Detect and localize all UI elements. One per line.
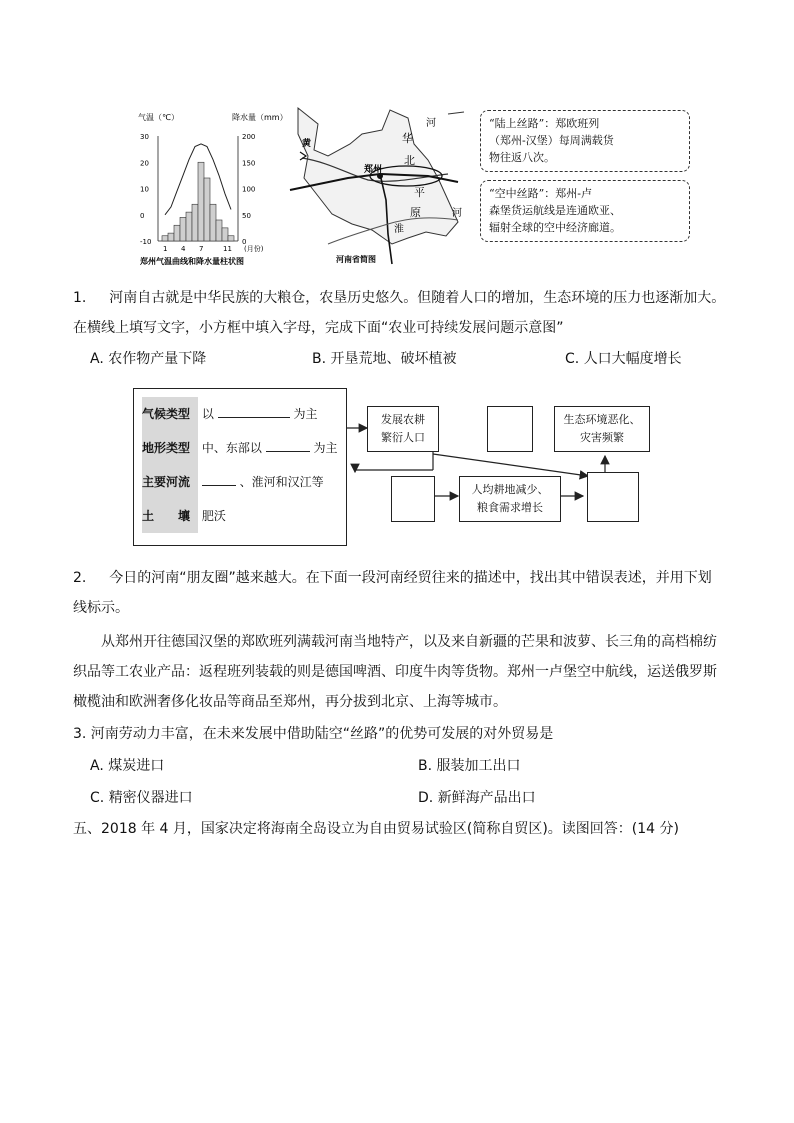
y-right-tick: 100 [242, 185, 256, 194]
callout-land-l3: 物往返八次。 [489, 151, 555, 164]
precip-bar [180, 217, 186, 241]
blank-rivers[interactable] [202, 473, 236, 486]
q1-option-c-letter: C. [565, 351, 580, 367]
q3-option-c-text: 精密仪器进口 [108, 790, 193, 806]
precip-bar [210, 204, 216, 241]
q1-option-b-text: 开垦荒地、破坏植被 [330, 351, 457, 367]
box-eco-l2: 灾害频繁 [580, 431, 624, 444]
precip-bar [228, 236, 234, 241]
map-label-he1: 河 [426, 118, 436, 129]
feature-suffix-climate: 为主 [293, 407, 318, 421]
blank-box-1[interactable] [487, 406, 533, 452]
section5-heading: 五、2018 年 4 月，国家决定将海南全岛设立为自由贸易试验区(简称自贸区)。读图回答：(14 分) [73, 821, 679, 837]
precip-bar [168, 233, 174, 241]
q3-option-a [90, 755, 164, 777]
q3-option-c-letter: C. [90, 790, 105, 806]
q1-option-b-letter: B. [312, 351, 327, 367]
box-farming [367, 406, 439, 452]
box-farming-l2: 繁衍人口 [381, 431, 425, 444]
x-tick: 11 [223, 245, 232, 253]
y-left-tick: 30 [140, 133, 149, 141]
q1-text-line1: 河南自古就是中华民族的大粮仓，农垦历史悠久。但随着人口的增加，生态环境的压力也逐渐加大。 [109, 290, 726, 306]
q1-option-b [312, 348, 457, 370]
q2-para-line3: 橄榄油和欧洲奢侈化妆品等商品至郑州，再分拔到北京、上海等城市。 [73, 694, 507, 710]
y-right-tick: 150 [242, 159, 256, 168]
q2-para-line2: 织品等工农业产品：返程班列装载的则是德国啤酒、印度牛肉等货物。郑州一卢堡空中航线，运送俄罗斯 [73, 664, 717, 680]
y-left-tick: -10 [140, 238, 152, 246]
features-box [133, 388, 347, 546]
map-label-bei: 北 [404, 154, 415, 167]
map-label-ping: 平 [414, 186, 425, 199]
map-label-yuan: 原 [410, 206, 421, 219]
callout-land-l1: “陆上丝路”：郑欧班列 [489, 117, 600, 130]
map-label-huang: 黄 [302, 139, 312, 149]
map-label-he2: 河 [452, 208, 462, 219]
box-land-l1: 人均耕地减少、 [471, 483, 549, 496]
feature-row-terrain [142, 431, 338, 465]
blank-terrain[interactable] [266, 439, 310, 452]
precip-bar [222, 228, 228, 241]
feature-prefix-soil: 肥沃 [201, 509, 226, 523]
q3-option-d-text: 新鲜海产品出口 [437, 790, 536, 806]
q3-option-d [418, 787, 536, 809]
feature-label-soil: 土 壤 [142, 499, 198, 533]
blank-box-3[interactable] [587, 472, 639, 522]
precip-bar [186, 212, 192, 241]
map-label-huai: 淮 [394, 224, 404, 235]
box-land [459, 476, 561, 522]
precip-bar [192, 204, 198, 241]
feature-row-rivers [142, 465, 338, 499]
precip-bar [216, 220, 222, 241]
q3-option-d-letter: D. [418, 790, 434, 806]
q3-option-a-letter: A. [90, 758, 104, 774]
blank-box-2[interactable] [391, 476, 435, 522]
feature-label-terrain: 地形类型 [142, 431, 198, 465]
feature-row-climate [142, 397, 338, 431]
q1-line1 [73, 286, 725, 310]
feature-label-rivers: 主要河流 [142, 465, 198, 499]
precip-bar [198, 162, 204, 241]
precip-bar [204, 178, 210, 241]
q1-option-a [90, 348, 206, 370]
precip-bar [174, 225, 180, 241]
q3-text: 3. 河南劳动力丰富，在未来发展中借助陆空“丝路”的优势可发展的对外贸易是 [73, 726, 554, 742]
map-caption: 河南省简图 [336, 255, 376, 264]
feature-prefix-terrain: 中、东部以 [201, 441, 262, 455]
callout-air-silk-road [480, 180, 690, 242]
box-farming-l1: 发展农耕 [381, 413, 425, 426]
q2-line1 [73, 566, 712, 590]
sustainability-diagram [133, 384, 663, 550]
q3-option-b [418, 755, 521, 777]
callout-air-l3: 辐射全球的空中经济廊道。 [489, 221, 621, 234]
callout-land-l2: （郑州-汉堡）每周满载货 [489, 134, 614, 147]
callout-air-l2: 森堡货运航线是连通欧亚、 [489, 204, 621, 217]
henan-map-svg [288, 104, 474, 270]
henan-map [288, 104, 474, 270]
x-tick: 1 [163, 245, 168, 253]
q1-option-a-text: 农作物产量下降 [108, 351, 207, 367]
q3-option-a-text: 煤炭进口 [108, 758, 165, 774]
y-left-label: 气温（℃） [138, 113, 179, 122]
box-land-l2: 粮食需求增长 [477, 501, 543, 514]
y-left-tick: 20 [140, 159, 149, 168]
q2-para-line1: 从郑州开往德国汉堡的郑欧班列满载河南当地特产，以及来自新疆的芒果和波萝、长三角的高档棉纺 [101, 634, 717, 650]
box-eco-l1: 生态环境恶化、 [563, 413, 641, 426]
feature-suffix-terrain: 为主 [313, 441, 338, 455]
y-right-tick: 200 [242, 133, 256, 141]
q2-text-line1: 今日的河南“朋友圈”越来越大。在下面一段河南经贸往来的描述中，找出其中错误表述，并用下划 [109, 570, 712, 586]
feature-label-climate: 气候类型 [142, 397, 198, 431]
feature-prefix-climate: 以 [201, 407, 214, 421]
feature-row-soil [142, 499, 338, 533]
q3-option-b-text: 服装加工出口 [436, 758, 521, 774]
y-left-tick: 10 [140, 185, 149, 194]
q2-number: 2. [73, 570, 87, 586]
climate-chart-svg [136, 106, 286, 268]
precip-bar [162, 236, 168, 241]
climate-chart [136, 106, 286, 268]
x-tick: 7 [199, 245, 204, 253]
y-right-label: 降水量（mm） [232, 113, 286, 122]
blank-climate[interactable] [218, 405, 290, 418]
callout-air-l1: “空中丝路”：郑州-卢 [489, 187, 592, 200]
q2-text-line2: 线标示。 [73, 600, 129, 616]
q1-text-line2: 在横线上填写文字，小方框中填入字母，完成下面“农业可持续发展问题示意图” [73, 320, 564, 336]
box-eco [554, 406, 650, 452]
q1-number: 1. [73, 290, 87, 306]
x-tick: 4 [181, 245, 186, 253]
q3-option-c [90, 787, 193, 809]
climate-chart-title: 郑州气温曲线和降水量柱状图 [140, 257, 244, 266]
callout-land-silk-road [480, 110, 690, 172]
y-left-tick: 0 [140, 211, 145, 220]
q1-option-c [565, 348, 682, 370]
q1-option-a-letter: A. [90, 351, 104, 367]
map-label-hua: 华 [402, 132, 413, 145]
feature-suffix-rivers: 、淮河和汉江等 [239, 475, 324, 489]
y-right-tick: 0 [242, 238, 247, 246]
q3-option-b-letter: B. [418, 758, 433, 774]
y-right-tick: 50 [242, 211, 251, 220]
q1-option-c-text: 人口大幅度增长 [583, 351, 682, 367]
x-unit: (月份) [244, 245, 264, 253]
map-city-zhengzhou: 郑州 [364, 165, 383, 175]
